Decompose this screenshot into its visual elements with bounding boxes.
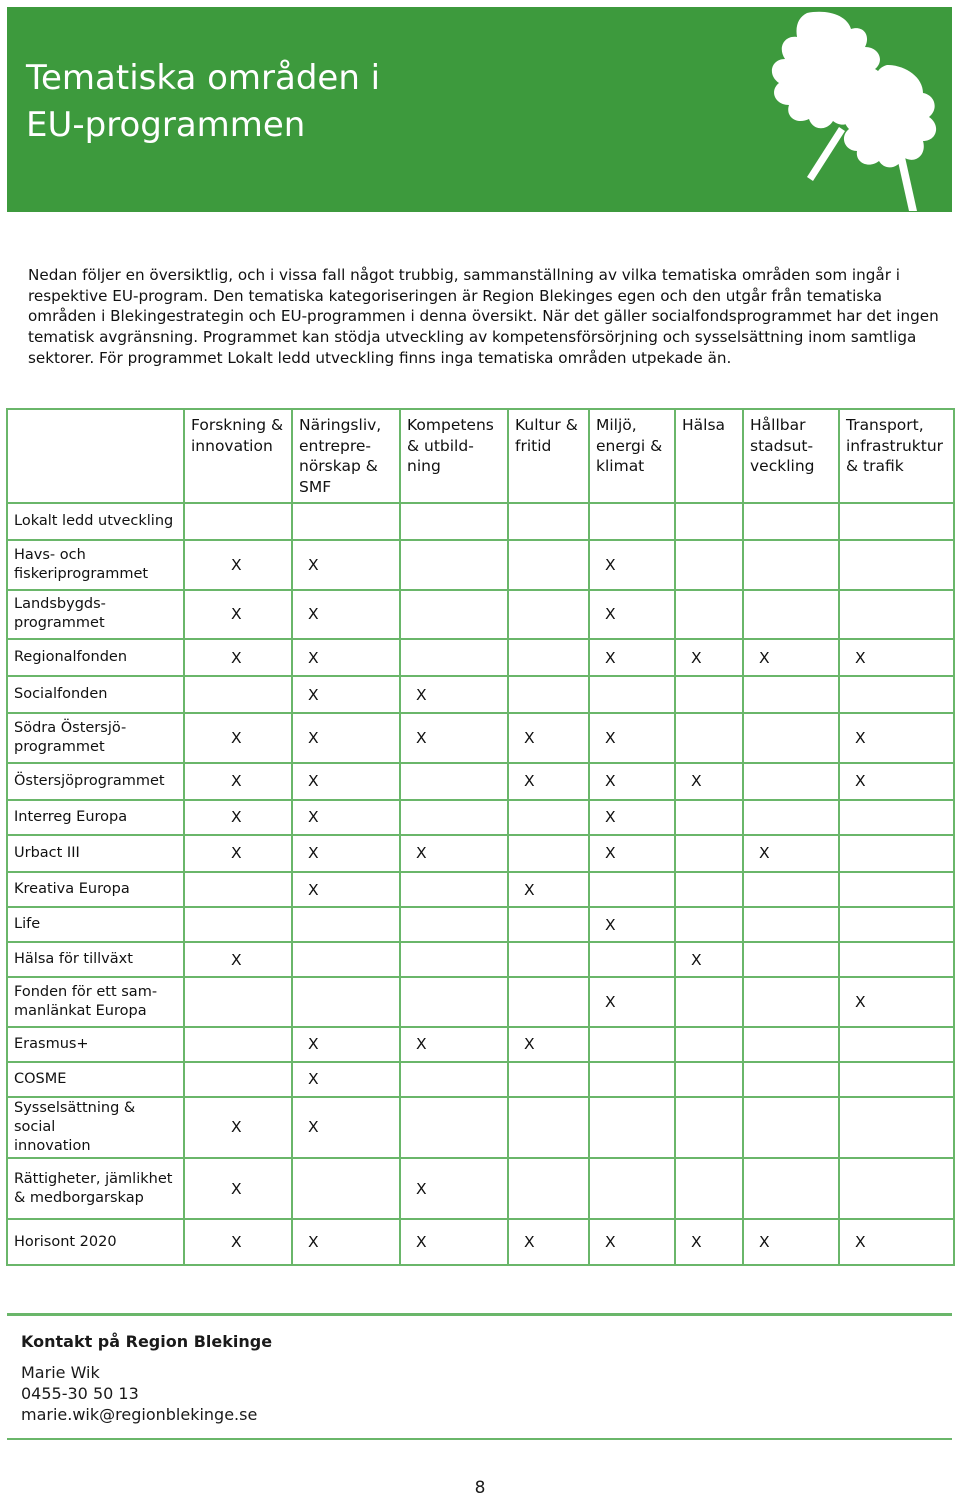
mark-cell — [743, 872, 839, 907]
mark-cell — [184, 1062, 292, 1097]
mark-cell — [589, 1158, 675, 1220]
mark-cell: X — [292, 800, 400, 835]
table-row — [7, 907, 954, 942]
table-header-row — [7, 409, 954, 503]
contact-box — [7, 1313, 952, 1440]
mark-cell: X — [184, 800, 292, 835]
mark-cell: X — [589, 540, 675, 589]
mark-cell — [508, 1158, 589, 1220]
mark-cell — [839, 590, 954, 639]
mark-cell — [743, 763, 839, 800]
mark-cell: X — [675, 1219, 743, 1265]
mark-cell — [743, 540, 839, 589]
corner-cell — [7, 409, 184, 503]
mark-cell — [184, 977, 292, 1026]
mark-cell — [184, 676, 292, 713]
mark-cell: X — [184, 763, 292, 800]
mark-cell — [675, 713, 743, 762]
mark-cell: X — [400, 835, 508, 872]
mark-cell — [292, 907, 400, 942]
table-row — [7, 1097, 954, 1158]
mark-cell: X — [400, 713, 508, 762]
mark-cell: X — [184, 1219, 292, 1265]
mark-cell — [839, 1062, 954, 1097]
page-title-line1: Tematiska områden i — [26, 58, 381, 98]
mark-cell — [508, 590, 589, 639]
mark-cell: X — [292, 676, 400, 713]
mark-cell: X — [589, 639, 675, 676]
mark-cell — [508, 907, 589, 942]
program-theme-matrix — [6, 408, 955, 1266]
row-label: Regionalfonden — [7, 639, 184, 676]
row-label: Sysselsättning & social innovation — [7, 1097, 184, 1158]
row-label: Horisont 2020 — [7, 1219, 184, 1265]
table-row — [7, 835, 954, 872]
page-title-line2: EU-programmen — [26, 105, 306, 145]
mark-cell — [839, 942, 954, 977]
page-title — [26, 55, 380, 149]
mark-cell: X — [184, 540, 292, 589]
mark-cell: X — [675, 942, 743, 977]
table-row — [7, 540, 954, 589]
mark-cell — [675, 907, 743, 942]
mark-cell — [184, 872, 292, 907]
mark-cell — [400, 1097, 508, 1158]
mark-cell — [508, 835, 589, 872]
mark-cell: X — [292, 713, 400, 762]
mark-cell — [839, 835, 954, 872]
mark-cell: X — [675, 639, 743, 676]
mark-cell — [400, 639, 508, 676]
mark-cell: X — [743, 639, 839, 676]
column-header: Forskning & innovation — [184, 409, 292, 503]
table-row — [7, 872, 954, 907]
column-header: Kultur & fritid — [508, 409, 589, 503]
mark-cell: X — [400, 1219, 508, 1265]
contact-email[interactable]: marie.wik@regionblekinge.se — [21, 1405, 258, 1424]
mark-cell — [743, 1158, 839, 1220]
mark-cell — [839, 1027, 954, 1062]
column-header: Hälsa — [675, 409, 743, 503]
mark-cell — [184, 503, 292, 540]
mark-cell: X — [292, 1097, 400, 1158]
mark-cell — [508, 676, 589, 713]
row-label: Erasmus+ — [7, 1027, 184, 1062]
mark-cell — [839, 1097, 954, 1158]
mark-cell: X — [184, 713, 292, 762]
mark-cell — [508, 1097, 589, 1158]
mark-cell: X — [184, 942, 292, 977]
mark-cell — [400, 977, 508, 1026]
contact-title: Kontakt på Region Blekinge — [21, 1332, 273, 1351]
table-row — [7, 503, 954, 540]
mark-cell: X — [589, 800, 675, 835]
mark-cell — [743, 942, 839, 977]
column-header: Transport, infrastruktur & trafik — [839, 409, 954, 503]
table-row — [7, 977, 954, 1026]
mark-cell — [675, 977, 743, 1026]
mark-cell — [589, 676, 675, 713]
mark-cell: X — [292, 1027, 400, 1062]
row-label: Kreativa Europa — [7, 872, 184, 907]
row-label: Södra Östersjö- programmet — [7, 713, 184, 762]
row-label: COSME — [7, 1062, 184, 1097]
mark-cell — [675, 1027, 743, 1062]
mark-cell — [292, 1158, 400, 1220]
row-label: Hälsa för tillväxt — [7, 942, 184, 977]
mark-cell — [675, 540, 743, 589]
mark-cell: X — [292, 1219, 400, 1265]
mark-cell — [184, 1027, 292, 1062]
mark-cell — [508, 639, 589, 676]
mark-cell — [292, 942, 400, 977]
mark-cell — [743, 977, 839, 1026]
mark-cell — [508, 540, 589, 589]
row-label: Life — [7, 907, 184, 942]
table-row — [7, 1158, 954, 1220]
mark-cell: X — [743, 835, 839, 872]
mark-cell: X — [184, 1158, 292, 1220]
row-label: Landsbygds- programmet — [7, 590, 184, 639]
mark-cell: X — [589, 713, 675, 762]
column-header: Kompetens & utbild- ning — [400, 409, 508, 503]
table-row — [7, 1219, 954, 1265]
mark-cell — [743, 1027, 839, 1062]
mark-cell — [839, 907, 954, 942]
mark-cell — [675, 1158, 743, 1220]
mark-cell — [508, 977, 589, 1026]
mark-cell — [508, 503, 589, 540]
mark-cell: X — [508, 1219, 589, 1265]
mark-cell: X — [400, 676, 508, 713]
mark-cell — [675, 676, 743, 713]
table-row — [7, 800, 954, 835]
mark-cell: X — [184, 590, 292, 639]
mark-cell: X — [743, 1219, 839, 1265]
mark-cell — [400, 590, 508, 639]
mark-cell — [400, 800, 508, 835]
mark-cell — [292, 977, 400, 1026]
row-label: Interreg Europa — [7, 800, 184, 835]
mark-cell: X — [400, 1158, 508, 1220]
mark-cell: X — [184, 1097, 292, 1158]
mark-cell: X — [292, 763, 400, 800]
mark-cell: X — [589, 977, 675, 1026]
mark-cell — [675, 835, 743, 872]
mark-cell — [743, 800, 839, 835]
mark-cell: X — [292, 872, 400, 907]
mark-cell: X — [839, 639, 954, 676]
table-row — [7, 1027, 954, 1062]
table-row — [7, 676, 954, 713]
table-row — [7, 763, 954, 800]
contact-name: Marie Wik — [21, 1363, 100, 1382]
column-header: Näringsliv, entrepre- nörskap & SMF — [292, 409, 400, 503]
mark-cell — [589, 1027, 675, 1062]
mark-cell: X — [292, 540, 400, 589]
mark-cell: X — [839, 977, 954, 1026]
mark-cell — [508, 942, 589, 977]
mark-cell — [675, 590, 743, 639]
table-row — [7, 1062, 954, 1097]
mark-cell — [675, 1062, 743, 1097]
mark-cell: X — [292, 835, 400, 872]
mark-cell — [743, 713, 839, 762]
mark-cell — [400, 763, 508, 800]
mark-cell: X — [508, 872, 589, 907]
mark-cell — [508, 800, 589, 835]
table-row — [7, 590, 954, 639]
mark-cell — [589, 1097, 675, 1158]
mark-cell — [839, 503, 954, 540]
mark-cell — [292, 503, 400, 540]
mark-cell — [839, 540, 954, 589]
mark-cell — [400, 872, 508, 907]
row-label: Fonden för ett sam- manlänkat Europa — [7, 977, 184, 1026]
mark-cell — [400, 503, 508, 540]
mark-cell: X — [292, 639, 400, 676]
mark-cell — [675, 872, 743, 907]
mark-cell — [589, 503, 675, 540]
mark-cell: X — [839, 713, 954, 762]
mark-cell — [589, 942, 675, 977]
mark-cell: X — [508, 1027, 589, 1062]
mark-cell — [400, 1062, 508, 1097]
mark-cell: X — [400, 1027, 508, 1062]
mark-cell — [839, 1158, 954, 1220]
mark-cell: X — [292, 1062, 400, 1097]
row-label: Lokalt ledd utveckling — [7, 503, 184, 540]
column-header: Hållbar stadsut- veckling — [743, 409, 839, 503]
mark-cell: X — [589, 1219, 675, 1265]
mark-cell: X — [589, 835, 675, 872]
row-label: Urbact III — [7, 835, 184, 872]
row-label: Havs- och fiskeriprogrammet — [7, 540, 184, 589]
mark-cell: X — [292, 590, 400, 639]
mark-cell — [743, 1062, 839, 1097]
oak-leaves-logo — [747, 7, 952, 212]
mark-cell — [743, 503, 839, 540]
mark-cell — [839, 800, 954, 835]
mark-cell — [743, 676, 839, 713]
mark-cell — [743, 1097, 839, 1158]
row-label: Östersjöprogrammet — [7, 763, 184, 800]
row-label: Rättigheter, jämlikhet & medborgarskap — [7, 1158, 184, 1220]
mark-cell: X — [184, 639, 292, 676]
mark-cell: X — [839, 1219, 954, 1265]
intro-paragraph: Nedan följer en översiktlig, och i vissa fall något trubbig, sammanställning av vilka tematiska områden som ingår i respektive EU-program. Den tematiska kategoriseringen är Region Blekinges egen och den utgår från tematiska områden i Blekingestrategin och EU-programmen i denna översikt. När det gäller socialfondsprogrammet har det ingen tematisk avgränsning. Programmet kan stödja utveckling av kompetensförsörjning och sysselsättning inom samtliga sektorer. För programmet Lokalt ledd utveckling finns inga tematiska områden utpekade än. — [28, 266, 939, 367]
mark-cell — [675, 800, 743, 835]
mark-cell: X — [508, 763, 589, 800]
mark-cell — [743, 907, 839, 942]
table-row — [7, 639, 954, 676]
contact-phone: 0455-30 50 13 — [21, 1384, 139, 1403]
mark-cell: X — [589, 590, 675, 639]
mark-cell — [400, 942, 508, 977]
mark-cell — [184, 907, 292, 942]
mark-cell — [839, 676, 954, 713]
mark-cell — [675, 1097, 743, 1158]
page-number: 8 — [474, 1478, 486, 1498]
mark-cell: X — [589, 763, 675, 800]
mark-cell — [743, 590, 839, 639]
mark-cell: X — [675, 763, 743, 800]
mark-cell: X — [839, 763, 954, 800]
mark-cell: X — [589, 907, 675, 942]
table-row — [7, 713, 954, 762]
table-row — [7, 942, 954, 977]
mark-cell — [400, 540, 508, 589]
row-label: Socialfonden — [7, 676, 184, 713]
mark-cell: X — [508, 713, 589, 762]
column-header: Miljö, energi & klimat — [589, 409, 675, 503]
mark-cell — [839, 872, 954, 907]
mark-cell — [400, 907, 508, 942]
mark-cell — [589, 1062, 675, 1097]
header-banner — [7, 7, 952, 212]
mark-cell — [589, 872, 675, 907]
mark-cell — [508, 1062, 589, 1097]
mark-cell — [675, 503, 743, 540]
mark-cell: X — [184, 835, 292, 872]
